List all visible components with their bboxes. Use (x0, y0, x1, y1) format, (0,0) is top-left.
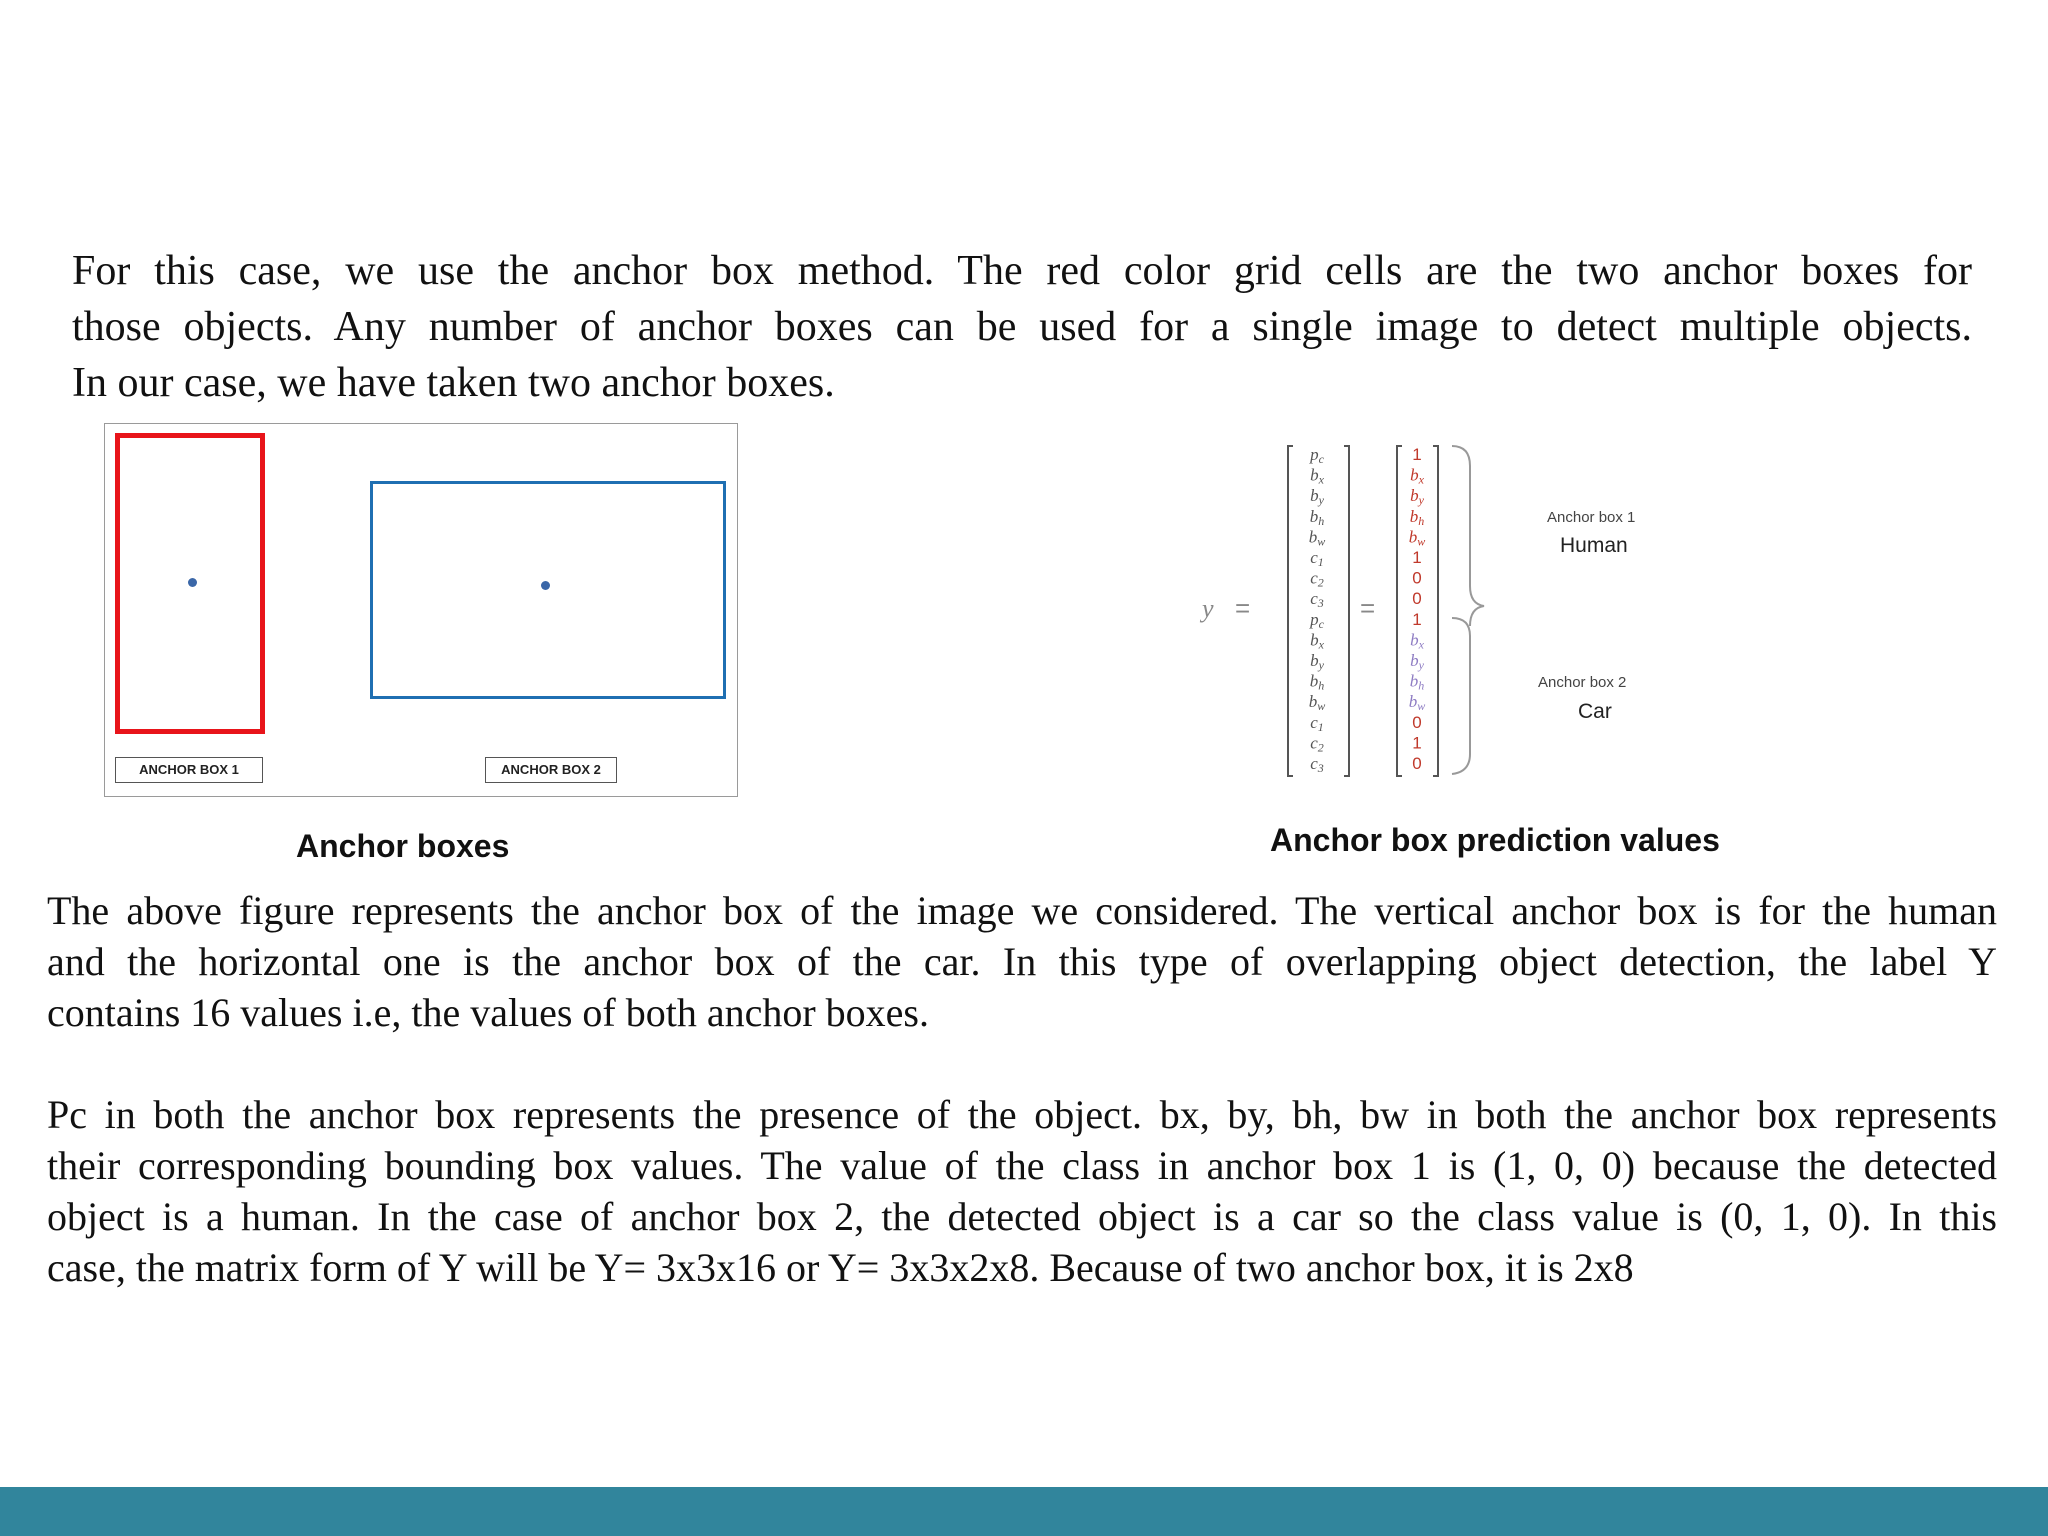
footer-bar (0, 1487, 2048, 1536)
symbol-entry: c1 (1310, 712, 1324, 734)
anchor-box-2-brace (1452, 618, 1470, 774)
left-vector-close-bracket (1344, 446, 1349, 776)
symbol-entry: bw (1308, 527, 1326, 549)
anchor-box-2-object: Car (1578, 700, 1612, 723)
symbol-entry: c2 (1310, 733, 1324, 755)
value-entry: 1 (1412, 609, 1422, 629)
symbol-entry: by (1310, 651, 1324, 672)
symbol-entry: bh (1309, 506, 1325, 528)
details-paragraph (47, 1089, 1997, 1293)
value-column (1409, 445, 1426, 773)
anchor-boxes-figure (104, 423, 738, 797)
prediction-matrix-svg (1180, 436, 1700, 786)
value-entry: 1 (1412, 733, 1422, 753)
value-entry: bx (1410, 465, 1424, 487)
anchor-box-1-center-dot (188, 578, 197, 587)
symbol-entry: bx (1310, 630, 1324, 652)
anchor-boxes-caption: Anchor boxes (296, 828, 510, 864)
value-entry: 1 (1412, 548, 1422, 567)
value-entry: 0 (1412, 568, 1422, 588)
explanation-line: and the horizontal one is the anchor box of the car. In this type of overlapping object detection, the label Y (47, 939, 1997, 984)
y-equals-sign: = (1235, 593, 1251, 623)
anchor-box-2-rect (370, 481, 726, 699)
value-entry: by (1410, 651, 1424, 672)
explanation-paragraph (47, 885, 1997, 1038)
value-entry: bw (1408, 692, 1426, 714)
details-line: case, the matrix form of Y will be Y= 3x3x16 or Y= 3x3x2x8. Because of two anchor box, it is 2x8 (47, 1245, 1634, 1290)
symbol-entry: c2 (1310, 568, 1324, 590)
prediction-values-figure (1180, 436, 1700, 786)
anchor-box-2-center-dot (541, 581, 550, 590)
value-entry: bh (1409, 506, 1425, 528)
explanation-line: contains 16 values i.e, the values of both anchor boxes. (47, 990, 929, 1035)
left-vector-open-bracket (1288, 446, 1293, 776)
value-entry: by (1410, 486, 1424, 508)
right-vector-close-bracket (1433, 446, 1438, 776)
anchor-box-1-object: Human (1560, 534, 1628, 557)
symbol-entry: bh (1309, 671, 1325, 693)
value-entry: 1 (1412, 445, 1422, 464)
symbol-entry: c1 (1310, 548, 1324, 569)
anchor-box-1-title: Anchor box 1 (1547, 509, 1636, 526)
details-line: Pc in both the anchor box represents the presence of the object. bx, by, bh, bw in both the anchor box represents (47, 1092, 1997, 1137)
vector-equals-sign: = (1360, 593, 1376, 623)
intro-line: In our case, we have taken two anchor boxes. (72, 360, 835, 406)
prediction-values-caption: Anchor box prediction values (1270, 822, 1720, 858)
intro-paragraph (72, 243, 1972, 411)
symbol-column (1309, 445, 1326, 775)
value-entry: 0 (1412, 754, 1422, 773)
details-line: their corresponding bounding box values. The value of the class in anchor box 1 is (1, 0, 0) because the detected (47, 1143, 1997, 1188)
symbol-entry: by (1310, 486, 1324, 508)
symbol-entry: pc (1310, 609, 1324, 631)
value-entry: 0 (1412, 712, 1422, 732)
y-symbol: y (1202, 594, 1214, 623)
anchor-box-1-label: ANCHOR BOX 1 (115, 757, 263, 783)
symbol-entry: c3 (1310, 589, 1324, 611)
intro-line: those objects. Any number of anchor boxes can be used for a single image to detect multiple objects. (72, 304, 1972, 350)
anchor-box-1-brace (1452, 446, 1484, 626)
anchor-box-2-title: Anchor box 2 (1538, 674, 1627, 691)
anchor-box-2-label: ANCHOR BOX 2 (485, 757, 617, 783)
details-line: object is a human. In the case of anchor box 2, the detected object is a car so the class value is (0, 1, 0). In this (47, 1194, 1997, 1239)
symbol-entry: bx (1310, 465, 1324, 487)
value-entry: bh (1409, 671, 1425, 693)
right-vector-open-bracket (1397, 446, 1402, 776)
symbol-entry: pc (1310, 445, 1324, 466)
symbol-entry: bw (1308, 692, 1326, 714)
symbol-entry: c3 (1310, 754, 1324, 775)
intro-line: For this case, we use the anchor box method. The red color grid cells are the two anchor boxes for (72, 248, 1972, 294)
explanation-line: The above figure represents the anchor box of the image we considered. The vertical anchor box is for the human (47, 888, 1997, 933)
value-entry: 0 (1412, 589, 1422, 609)
value-entry: bw (1408, 527, 1426, 549)
value-entry: bx (1410, 630, 1424, 652)
